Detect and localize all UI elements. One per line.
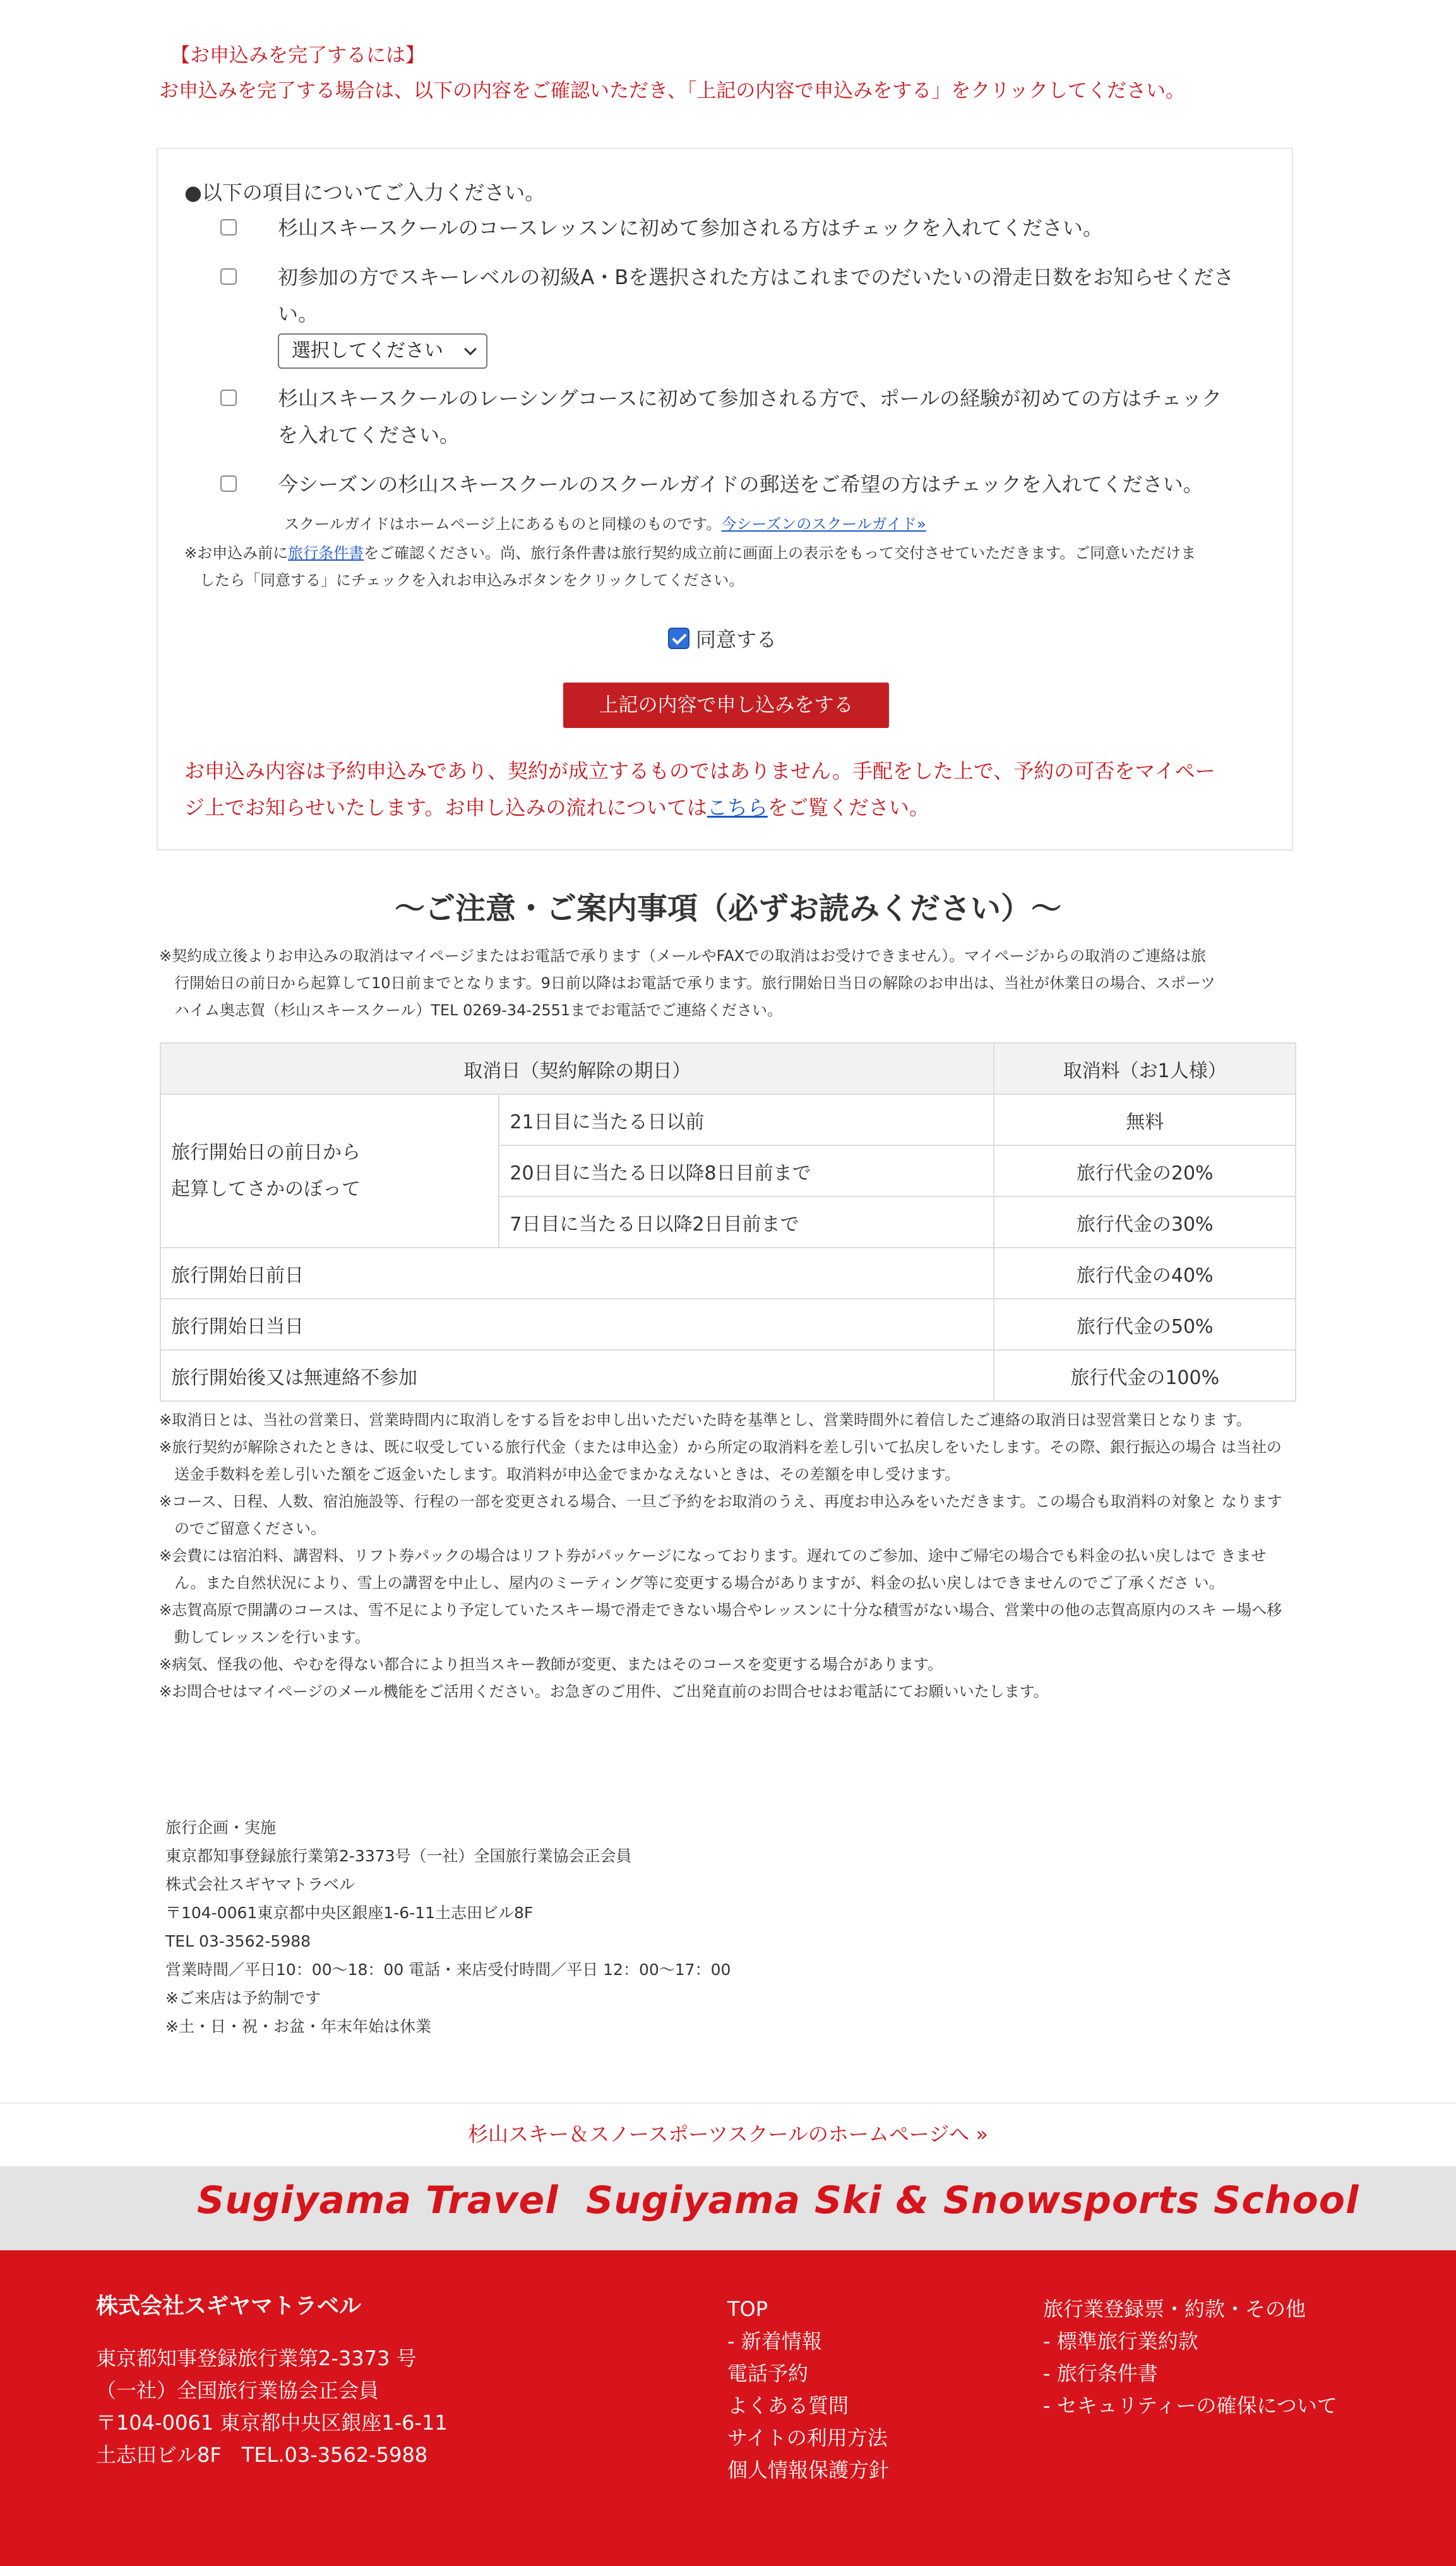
table-header-row <box>160 1043 1296 1094</box>
ski-days-checkbox[interactable] <box>220 268 237 285</box>
ski-days-select[interactable]: 選択してください <box>278 333 487 369</box>
notice-title: 〜ご注意・ご案内事項（必ずお読みください）〜 <box>394 891 1061 926</box>
footer-link-site-usage[interactable]: サイトの利用方法 <box>727 2426 888 2450</box>
company-line: 旅行企画・実施 <box>165 1818 277 1837</box>
header-fee: 取消料（お1人様） <box>994 1043 1296 1094</box>
agree-label[interactable]: 同意する <box>696 628 777 652</box>
footer-link-travel-conditions[interactable]: - 旅行条件書 <box>1043 2361 1158 2385</box>
intro-text: お申込みを完了する場合は、以下の内容をご確認いただき、「上記の内容で申込みをする」をクリックしてください。 <box>159 80 1186 102</box>
footer-link-privacy[interactable]: 個人情報保護方針 <box>727 2458 890 2482</box>
table-row <box>160 1094 1296 1145</box>
period-cell: 旅行開始日前日 <box>160 1248 994 1299</box>
footer-link-phone-reservation[interactable]: 電話予約 <box>727 2361 809 2385</box>
terms-prefix: ※お申込み前に <box>184 544 289 562</box>
racing-label-line2: を入れてください。 <box>278 423 460 447</box>
company-line: 〒104-0061東京都中央区銀座1-6-11土志田ビル8F <box>165 1904 534 1922</box>
disclaimer-line1: お申込み内容は予約申込みであり、契約が成立するものではありません。手配をした上で、予約の可否をマイペー <box>184 759 1215 783</box>
sugiyama-travel-logo[interactable]: Sugiyama Travel <box>197 2178 559 2223</box>
footer-legal <box>1043 2293 1337 2422</box>
cancellation-fee-table <box>160 1042 1296 1402</box>
group-label <box>160 1094 499 1248</box>
agree-checkbox[interactable] <box>668 628 689 649</box>
cancel-intro-line1: ※契約成立後よりお申込みの取消はマイページまたはお電話で承ります（メールやFAXでの取消はお受けできません）。マイページからの取消のご連絡は旅 <box>159 947 1207 965</box>
school-guide-link[interactable]: 今シーズンのスクールガイド» <box>721 515 926 533</box>
header-period: 取消日（契約解除の期日） <box>160 1043 994 1094</box>
notes-list <box>159 1407 1292 1705</box>
reservation-disclaimer <box>184 753 1270 826</box>
divider <box>0 2103 1456 2104</box>
cancel-intro-line3: ハイム奥志賀（杉山スキースクール）TEL 0269-34-2551までお電話でご連絡ください。 <box>174 1001 783 1019</box>
note-item: ※取消日とは、当社の営業日、営業時間内に取消しをする旨をお申し出いただいた時を基準とし、営業時間外に着信したご連絡の取消日は翌営業日となりま す。 <box>159 1411 1251 1429</box>
form-title: ●以下の項目についてご入力ください。 <box>184 181 546 205</box>
first-racing-course-checkbox[interactable] <box>220 390 237 406</box>
period-cell: 旅行開始日当日 <box>160 1299 994 1350</box>
ski-days-label-line2: い。 <box>278 302 319 326</box>
school-homepage-link[interactable]: 杉山スキー＆スノースポーツスクールのホームページへ » <box>468 2122 988 2146</box>
school-guide-mail-checkbox[interactable] <box>220 475 237 492</box>
disclaimer-line2-end: をご覧ください。 <box>767 796 929 820</box>
period-cell: 旅行開始後又は無連絡不参加 <box>160 1350 994 1401</box>
table-row <box>160 1299 1296 1350</box>
fee-cell: 旅行代金の50% <box>994 1299 1296 1350</box>
company-line: 営業時間／平日10：00〜18：00 電話・来店受付時間／平日 12：00〜17：00 <box>165 1960 731 1979</box>
footer-link-registration[interactable]: 旅行業登録票・約款・その他 <box>1043 2297 1306 2321</box>
company-info <box>165 1813 731 2041</box>
cancel-intro-line2: 行開始日の前日から起算して10日前までとなります。9日前以降はお電話で承ります。旅行開始日当日の解除のお申出は、当社が休業日の場合、スポーツ <box>174 974 1216 992</box>
cancel-policy-intro <box>159 943 1292 1024</box>
footer-company-info <box>96 2342 448 2471</box>
note-item: ※志賀高原で開講のコースは、雪不足により予定していたスキー場で滑走できない場合やレッスンに十分な積雪がない場合、営業中の他の志賀高原内のスキ ー場へ移動してレッスンを行います。 <box>159 1601 1282 1646</box>
company-line: TEL 03-3562-5988 <box>165 1932 311 1950</box>
period-cell: 20日目に当たる日以降8日目前まで <box>499 1145 994 1196</box>
note-item: ※旅行契約が解除されたときは、既に収受している旅行代金（または申込金）から所定の取消料を差し引いて払戻しをいたします。その際、銀行振込の場合 は当社の送金手数料を差し引いた額をご返金いたします。取消料が申込金でまかなえないときは、その差額を申し受けます。 <box>159 1438 1282 1483</box>
fee-cell: 旅行代金の30% <box>994 1196 1296 1248</box>
footer-nav <box>727 2293 889 2486</box>
group-label-line1: 旅行開始日の前日から <box>171 1141 361 1164</box>
footer-company-name: 株式会社スギヤマトラベル <box>96 2294 362 2319</box>
first-course-lesson-checkbox[interactable] <box>220 219 237 236</box>
period-cell: 21日目に当たる日以前 <box>499 1094 994 1145</box>
intro-heading: 【お申込みを完了するには】 <box>170 44 425 67</box>
footer-company-line: 〒104-0061 東京都中央区銀座1-6-11 <box>96 2411 448 2435</box>
first-course-lesson-label: 杉山スキースクールのコースレッスンに初めて参加される方はチェックを入れてください。 <box>278 216 1103 240</box>
company-line: 株式会社スギヤマトラベル <box>165 1875 355 1894</box>
terms-link[interactable]: 旅行条件書 <box>288 544 364 562</box>
footer-link-faq[interactable]: よくある質問 <box>727 2394 849 2418</box>
terms-note <box>184 540 1270 594</box>
footer-company-line: （一社）全国旅行業協会正会員 <box>96 2378 379 2402</box>
fee-cell: 旅行代金の20% <box>994 1145 1296 1196</box>
footer-link-news[interactable]: - 新着情報 <box>727 2329 822 2353</box>
footer-company-line: 土志田ビル8F TEL.03-3562-5988 <box>96 2443 428 2467</box>
ski-days-label <box>278 259 1275 332</box>
racing-label-line1: 杉山スキースクールのレーシングコースに初めて参加される方で、ポールの経験が初めての方はチェック <box>278 386 1222 410</box>
footer-link-top[interactable]: TOP <box>727 2297 768 2321</box>
note-item: ※病気、怪我の他、やむを得ない都合により担当スキー教師が変更、またはそのコースを変更する場合があります。 <box>159 1656 943 1673</box>
application-flow-link[interactable]: こちら <box>707 796 768 820</box>
school-guide-mail-label: 今シーズンの杉山スキースクールのスクールガイドの郵送をご希望の方はチェックを入れてください。 <box>278 472 1203 496</box>
submit-application-button[interactable]: 上記の内容で申し込みをする <box>563 683 889 728</box>
table-row <box>160 1248 1296 1299</box>
disclaimer-line2: ジ上でお知らせいたします。お申し込みの流れについては <box>184 796 707 820</box>
school-guide-note <box>284 511 926 534</box>
fee-cell: 旅行代金の40% <box>994 1248 1296 1299</box>
company-line: ※土・日・祝・お盆・年末年始は休業 <box>165 2017 431 2036</box>
note-item: ※会費には宿泊料、講習料、リフト券パックの場合はリフト券がパッケージになっております。遅れてのご参加、途中ご帰宅の場合でも料金の払い戻しはで きません。また自然状況により、雪上の講習を中止し、屋内のミーティング等に変更する場合がありますが、料金の払い戻しはできませんのでご了承くださ い。 <box>159 1547 1267 1592</box>
note-item: ※コース、日程、人数、宿泊施設等、行程の一部を変更される場合、一旦ご予約をお取消のうえ、再度お申込みをいただきます。この場合も取消料の対象と なりますのでご留意ください。 <box>159 1493 1282 1537</box>
footer-link-security[interactable]: - セキュリティーの確保について <box>1043 2394 1337 2418</box>
company-line: ※ご来店は予約制です <box>165 1989 321 2007</box>
first-racing-course-label <box>278 380 1275 453</box>
table-row <box>160 1350 1296 1401</box>
group-label-line2: 起算してさかのぼって <box>171 1178 361 1200</box>
period-cell: 7日目に当たる日以降2日目前まで <box>499 1196 994 1248</box>
terms-line1: をご確認ください。尚、旅行条件書は旅行契約成立前に画面上の表示をもって交付させていただきます。ご同意いただけま <box>364 544 1196 562</box>
fee-cell: 無料 <box>994 1094 1296 1145</box>
footer-link-standard-terms[interactable]: - 標準旅行業約款 <box>1043 2329 1198 2353</box>
ski-days-label-line1: 初参加の方でスキーレベルの初級A・Bを選択された方はこれまでのだいたいの滑走日数をお知らせくださ <box>278 265 1234 289</box>
terms-line2: したら「同意する」にチェックを入れお申込みボタンをクリックしてください。 <box>200 571 744 589</box>
sugiyama-school-logo[interactable]: Sugiyama Ski & Snowsports School <box>586 2178 1359 2223</box>
note-item: ※お問合せはマイページのメール機能をご活用ください。お急ぎのご用件、ご出発直前のお問合せはお電話にてお願いいたします。 <box>159 1683 1049 1700</box>
fee-cell: 旅行代金の100% <box>994 1350 1296 1401</box>
school-guide-note-text: スクールガイドはホームページ上にあるものと同様のものです。 <box>284 515 722 533</box>
company-line: 東京都知事登録旅行業第2-3373号（一社）全国旅行業協会正会員 <box>165 1847 632 1865</box>
footer-company-line: 東京都知事登録旅行業第2-3373 号 <box>96 2346 417 2370</box>
